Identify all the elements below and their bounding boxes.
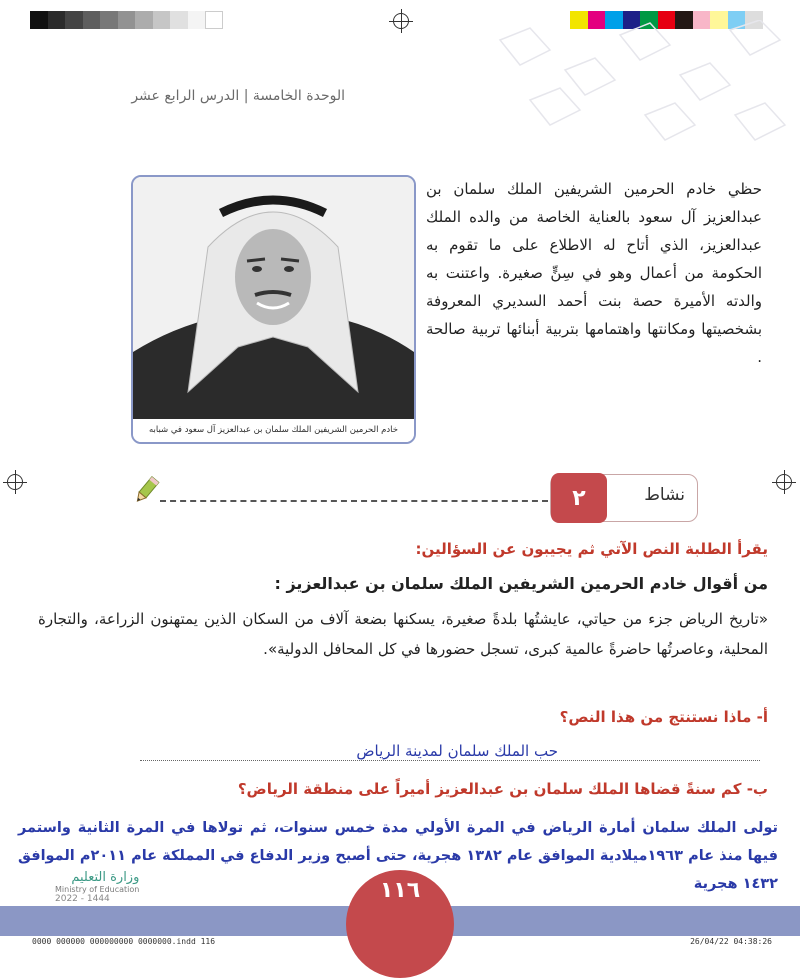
pencil-icon (130, 474, 162, 506)
decorative-pattern (470, 20, 790, 170)
answer-a: حب الملك سلمان لمدينة الرياض (356, 742, 558, 760)
activity-header (550, 474, 698, 522)
activity-instruction: يقرأ الطلبة النص الآتي ثم يجيبون عن السؤالين: (415, 540, 768, 558)
activity-divider (160, 500, 548, 502)
answer-a-line (140, 760, 760, 761)
portrait-illustration (133, 177, 414, 419)
print-timestamp: 26/04/22 04:38:26 (690, 937, 772, 946)
ministry-name-english: Ministry of Education (55, 885, 140, 894)
registration-mark-icon (776, 474, 792, 490)
question-b: ب- كم سنةً قضاها الملك سلمان بن عبدالعزيز أميراً على منطقة الرياض؟ (237, 780, 768, 798)
answer-b: تولى الملك سلمان أمارة الرياض في المرة الأولي مدة خمس سنوات، ثم تولاها في المرة الثانية واستمر فيها منذ عام ١٩٦٣ميلادية الموافق عام ١٣٨٢ هجرية، حتى أصبح وزير الدفاع في المملكة عام ٢٠١١م الموافق ١٤٣٢ هجرية (18, 820, 779, 892)
page-number: ١١٦ (379, 878, 421, 903)
registration-mark-icon (7, 474, 23, 490)
photo-caption: خادم الحرمين الشريفين الملك سلمان بن عبدالعزيز آل سعود في شبابه (133, 419, 414, 442)
print-file-name: 0000 000000 000000000 0000000.indd 116 (32, 937, 216, 946)
ministry-logo (55, 870, 139, 904)
portrait-photo (131, 175, 416, 444)
activity-label: نشاط (644, 485, 685, 505)
intro-paragraph: حظي خادم الحرمين الشريفين الملك سلمان بن عبدالعزيز آل سعود بالعناية الخاصة من والده الملك عبدالعزيز، الذي أتاح له الاطلاع على ما تقوم به الحكومة من أعمال وهو في سِنٍّ صغيرة. واعتنت به والدته الأميرة حصة بنت أحمد السديري المعروفة بشخصيتها ومكانتها واهتمامها بتربية أبنائها تربية صالحة . (426, 180, 762, 366)
question-a: أ- ماذا نستنتج من هذا النص؟ (559, 708, 768, 726)
ministry-year: 2022 - 1444 (55, 894, 110, 904)
activity-number: ٢ (551, 473, 607, 523)
grayscale-color-bar (30, 11, 223, 29)
ministry-name-arabic: وزارة التعليم (71, 870, 140, 885)
registration-mark-icon (393, 13, 409, 29)
quote-text: «تاريخ الرياض جزء من حياتي، عايشتُها بلدةً صغيرة، يسكنها بضعة آلاف من السكان الذين يمتهنون الزراعة، والتجارة المحلية، وعاصرتُها حاضرةً عالمية كبرى، تسجل حضورها في كل المحافل الدولية». (38, 610, 768, 658)
breadcrumb: الوحدة الخامسة | الدرس الرابع عشر (131, 88, 345, 104)
quote-heading: من أقوال خادم الحرمين الشريفين الملك سلمان بن عبدالعزيز : (274, 574, 768, 593)
